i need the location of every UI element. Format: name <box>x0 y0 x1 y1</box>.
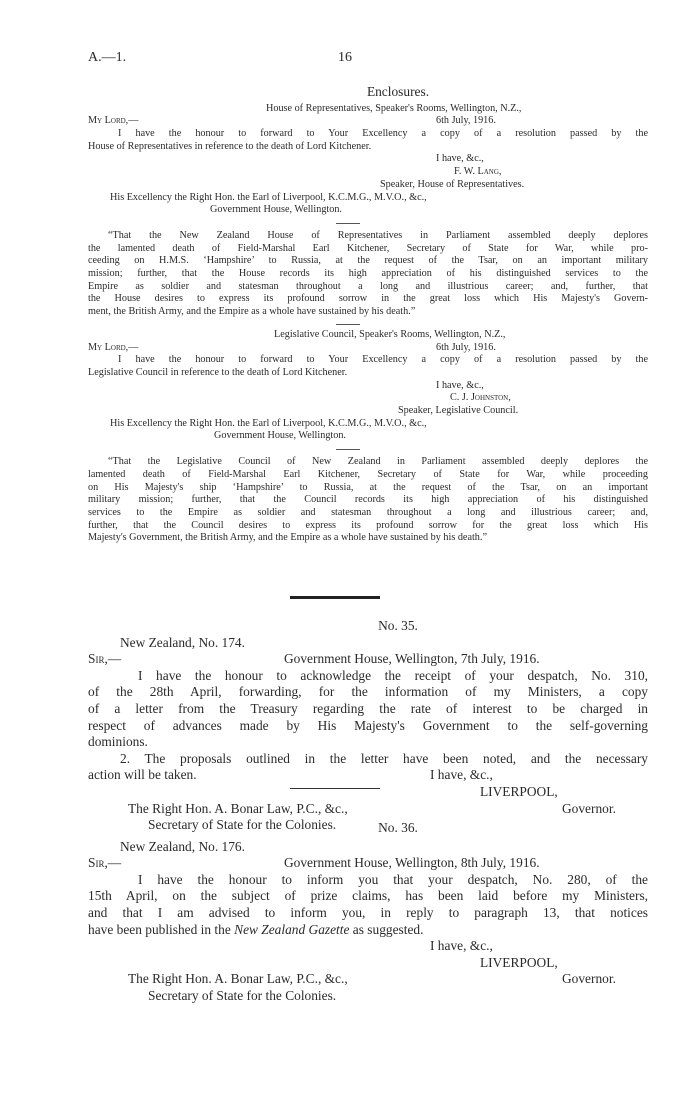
separator-rule <box>336 324 360 325</box>
dispatch-reference: New Zealand, No. 176. <box>120 838 245 854</box>
paragraph-line: dominions. <box>88 734 148 750</box>
letter-body-line: I have the honour to forward to Your Excellency a copy of a resolution passed by the <box>118 354 648 366</box>
letter-closing: I have, &c., <box>430 767 493 783</box>
resolution-line: ceeding on H.M.S. ‘Hampshire’ to Russia, at the request of the Tsar, on an important military <box>88 255 648 267</box>
letter-salutation: Sir,— <box>88 651 122 667</box>
letter-signature: LIVERPOOL, <box>480 783 558 799</box>
enclosure-letter-1 <box>88 103 648 319</box>
letter-address: Government House, Wellington, 7th July, 1916. <box>284 651 540 667</box>
letter-date: 6th July, 1916. <box>436 341 496 353</box>
letter-address: House of Representatives, Speaker's Rooms, Wellington, N.Z., <box>266 102 522 114</box>
letter-signature: C. J. Johnston, <box>450 392 511 404</box>
enclosure-letter-2 <box>88 329 648 545</box>
letter-address: Legislative Council, Speaker's Rooms, Wellington, N.Z., <box>274 328 506 340</box>
resolution-line: mission; further, that the House records its high appreciation of his distinguished services to the <box>88 268 648 280</box>
resolution-text <box>88 230 648 319</box>
gazette-title: New Zealand Gazette <box>234 921 350 937</box>
letter-closing: I have, &c., <box>430 938 493 954</box>
resolution-line: Majesty's Government, the British Army, and the Empire as a whole have sustained by his death.” <box>88 532 487 544</box>
resolution-text <box>88 456 648 545</box>
paragraph-line: and that I am advised to inform you, in reply to paragraph 13, that notices <box>88 904 648 920</box>
separator-rule <box>336 223 360 224</box>
enclosures-title: Enclosures. <box>366 84 430 99</box>
paragraph-line: 15th April, on the subject of prize claims, has been laid before my Ministers, <box>88 888 648 904</box>
letter-addressee-place: Government House, Wellington. <box>210 204 342 216</box>
resolution-line: on His Majesty's ship ‘Hampshire’ to Russia, at the request of the Tsar, on an important <box>88 481 648 493</box>
letter-salutation: My Lord,— <box>88 341 139 353</box>
letter-signature-title: Governor. <box>562 971 616 987</box>
paragraph-text: have been published in the <box>88 921 235 937</box>
letter-address: Government House, Wellington, 8th July, 1916. <box>284 855 540 871</box>
letter-salutation: My Lord,— <box>88 115 139 127</box>
resolution-line: military mission; further, that the Council records its high appreciation of his distinguished <box>88 494 648 506</box>
enclosures-section <box>88 84 648 545</box>
letter-signature: F. W. Lang, <box>454 166 502 178</box>
letter-addressee-title: Secretary of State for the Colonies. <box>148 987 337 1003</box>
paragraph-line: of a letter from the Treasury regarding the rate of interest to be charged in <box>88 700 648 716</box>
letter-addressee: The Right Hon. A. Bonar Law, P.C., &c., <box>128 971 348 987</box>
resolution-line: Empire as soldier and statesman throughout a long and illustrious career; and, further, that <box>88 280 648 292</box>
resolution-line: lamented death of Field-Marshal Earl Kitchener, Secretary of State for War, while proceeding <box>88 468 648 480</box>
section-divider <box>290 788 380 789</box>
dispatch-number: No. 35. <box>378 618 418 633</box>
letter-signature: LIVERPOOL, <box>480 954 558 970</box>
letter-closing: I have, &c., <box>436 379 484 391</box>
letter-closing: I have, &c., <box>436 153 484 165</box>
letter-salutation: Sir,— <box>88 855 122 871</box>
letter-addressee-title: Secretary of State for the Colonies. <box>148 817 337 833</box>
paragraph-line: action will be taken. <box>88 767 197 783</box>
letter-signature-title: Speaker, House of Representatives. <box>380 178 525 190</box>
letter-signature-title: Speaker, Legislative Council. <box>398 405 519 417</box>
letter-body-line: House of Representatives in reference to the death of Lord Kitchener. <box>88 140 372 152</box>
resolution-line: further, that the Council desires to express its profound sorrow for the great loss which His <box>88 519 648 531</box>
separator-rule <box>336 449 360 450</box>
letter-signature-title: Governor. <box>562 800 616 816</box>
paragraph-line: I have the honour to acknowledge the receipt of your despatch, No. 310, <box>138 667 648 683</box>
letter-date: 6th July, 1916. <box>436 115 496 127</box>
dispatch-35 <box>88 618 648 834</box>
resolution-line: the lamented death of Field-Marshal Earl Kitchener, Secretary of State for War, while pro- <box>88 242 648 254</box>
paragraph-line: 2. The proposals outlined in the letter have been noted, and the necessary <box>120 750 648 766</box>
letter-addressee: His Excellency the Right Hon. the Earl of Liverpool, K.C.M.G., M.V.O., &c., <box>110 191 427 203</box>
paragraph-line: of the 28th April, forwarding, for the information of my Ministers, a copy <box>88 684 648 700</box>
dispatch-36 <box>88 820 648 1005</box>
letter-addressee: The Right Hon. A. Bonar Law, P.C., &c., <box>128 800 348 816</box>
letter-body-line: I have the honour to forward to Your Excellency a copy of a resolution passed by the <box>118 127 648 139</box>
resolution-line: services to the Empire as soldier and statesman throughout a long and illustrious career; and, <box>88 506 648 518</box>
letter-body-line: Legislative Council in reference to the death of Lord Kitchener. <box>88 366 348 378</box>
resolution-line: ment, the British Army, and the Empire as a whole have sustained by his death.” <box>88 306 416 318</box>
resolution-line: “That the Legislative Council of New Zealand in Parliament assembled deeply deplores the <box>108 456 648 468</box>
paragraph-line: I have the honour to inform you that your despatch, No. 280, of the <box>138 871 648 887</box>
paragraph-line: respect of advances made by His Majesty's Government to the self-governing <box>88 717 648 733</box>
paragraph-line <box>88 922 648 939</box>
page-number: 16 <box>338 50 352 65</box>
resolution-line: the House desires to express its profound sorrow in the great loss which His Majesty's Govern- <box>88 293 648 305</box>
page-reference: A.—1. <box>88 50 127 65</box>
resolution-line: “That the New Zealand House of Representatives in Parliament assembled deeply deplores <box>108 229 648 241</box>
dispatch-reference: New Zealand, No. 174. <box>120 634 245 650</box>
letter-addressee-place: Government House, Wellington. <box>214 430 346 442</box>
dispatch-number: No. 36. <box>378 820 418 835</box>
letter-addressee: His Excellency the Right Hon. the Earl of Liverpool, K.C.M.G., M.V.O., &c., <box>110 417 427 429</box>
paragraph-text: as suggested. <box>349 921 424 937</box>
section-divider <box>290 596 380 599</box>
